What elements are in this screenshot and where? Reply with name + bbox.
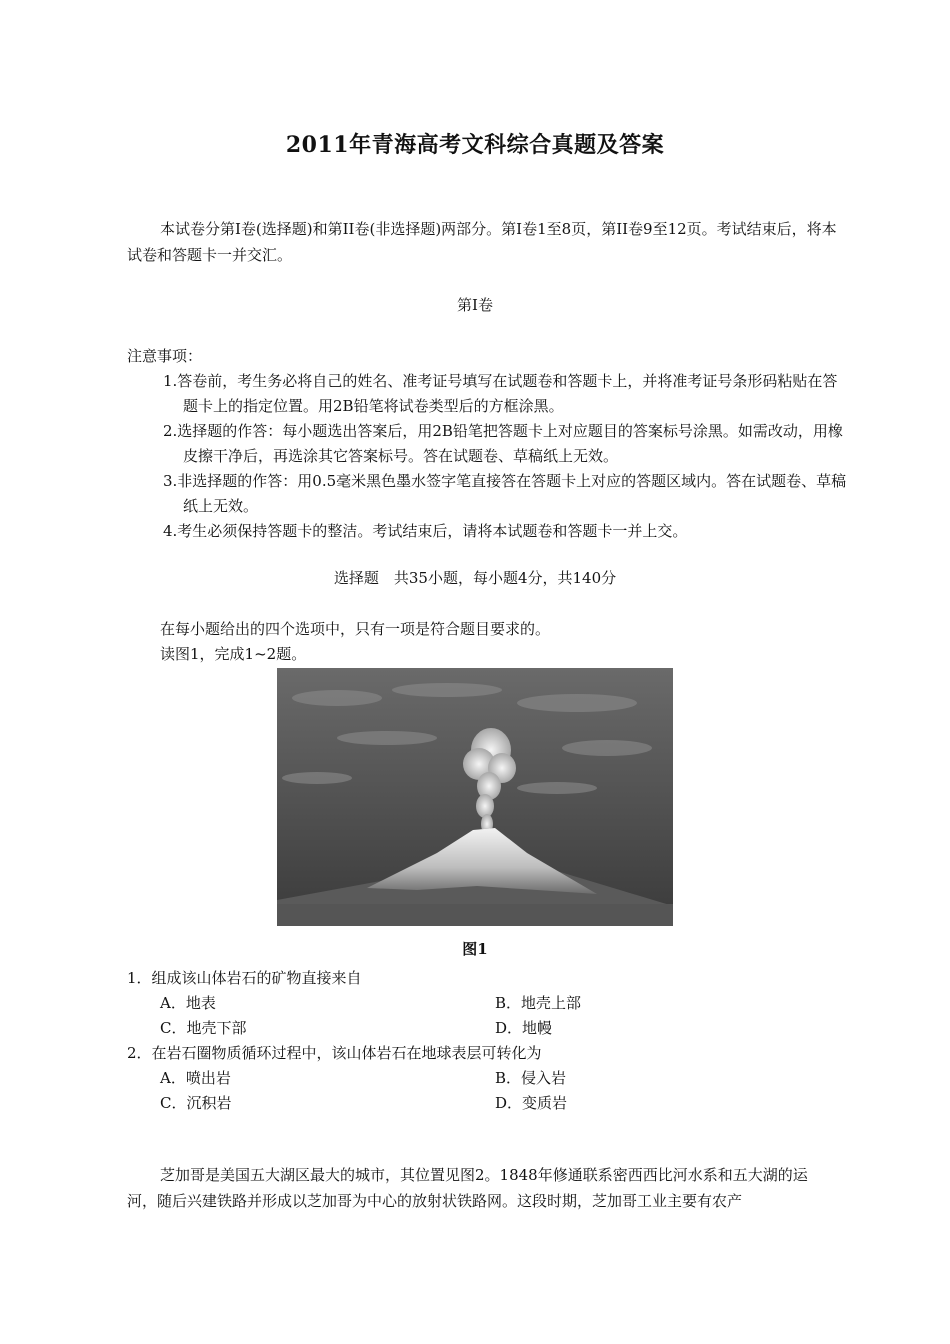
notes-item: 3.非选择题的作答：用0.5毫米黑色墨水签字笔直接答在答题卡上对应的答题区域内。答在试题卷、草稿纸上无效。 (163, 472, 847, 515)
question-1-stem: 1．组成该山体岩石的矿物直接来自 (127, 969, 362, 987)
figure-prompt: 读图1，完成1~2题。 (160, 645, 307, 663)
question-1-option-c: C．地壳下部 (160, 1019, 247, 1037)
notes-heading: 注意事项： (127, 347, 203, 365)
question-1-option-a: A．地表 (160, 994, 216, 1012)
notes-block (127, 344, 847, 544)
question-1-option-d: D．地幔 (495, 1019, 553, 1037)
notes-list (127, 369, 847, 544)
question-2-option-c: C．沉积岩 (160, 1094, 232, 1112)
page-title: 2011年青海高考文科综合真题及答案 (285, 132, 665, 158)
question-2-stem: 2．在岩石圈物质循环过程中，该山体岩石在地球表层可转化为 (127, 1044, 542, 1062)
notes-item: 1.答卷前，考生务必将自己的姓名、准考证号填写在试题卷和答题卡上，并将准考证号条形码粘贴在答题卡上的指定位置。用2B铅笔将试卷类型后的方框涂黑。 (163, 372, 838, 415)
intro-paragraph: 本试卷分第I卷(选择题)和第II卷(非选择题)两部分。第I卷1至8页，第II卷9至12页。考试结束后，将本试卷和答题卡一并交汇。 (127, 220, 837, 264)
section-title: 第I卷 (457, 296, 493, 314)
notes-item: 4.考生必须保持答题卡的整洁。考试结束后，请将本试题卷和答题卡一并上交。 (163, 522, 688, 540)
volcano-illustration (277, 668, 673, 926)
mc-header: 选择题 共35小题，每小题4分，共140分 (333, 569, 617, 587)
notes-item: 2.选择题的作答：每小题选出答案后，用2B铅笔把答题卡上对应题目的答案标号涂黑。如需改动，用橡皮擦干净后，再选涂其它答案标号。答在试题卷、草稿纸上无效。 (163, 422, 843, 465)
figure-caption: 图1 (462, 940, 488, 958)
volcano-photo (277, 668, 673, 926)
question-1-option-b: B．地壳上部 (495, 994, 582, 1012)
question-2-option-b: B．侵入岩 (495, 1069, 567, 1087)
mc-instruction: 在每小题给出的四个选项中，只有一项是符合题目要求的。 (160, 620, 551, 638)
question-2-option-d: D．变质岩 (495, 1094, 568, 1112)
passage-paragraph: 芝加哥是美国五大湖区最大的城市，其位置见图2。1848年修通联系密西西比河水系和五大湖的运河，随后兴建铁路并形成以芝加哥为中心的放射状铁路网。这段时期，芝加哥工业主要有农产 (127, 1166, 808, 1210)
question-2-option-a: A．喷出岩 (160, 1069, 231, 1087)
